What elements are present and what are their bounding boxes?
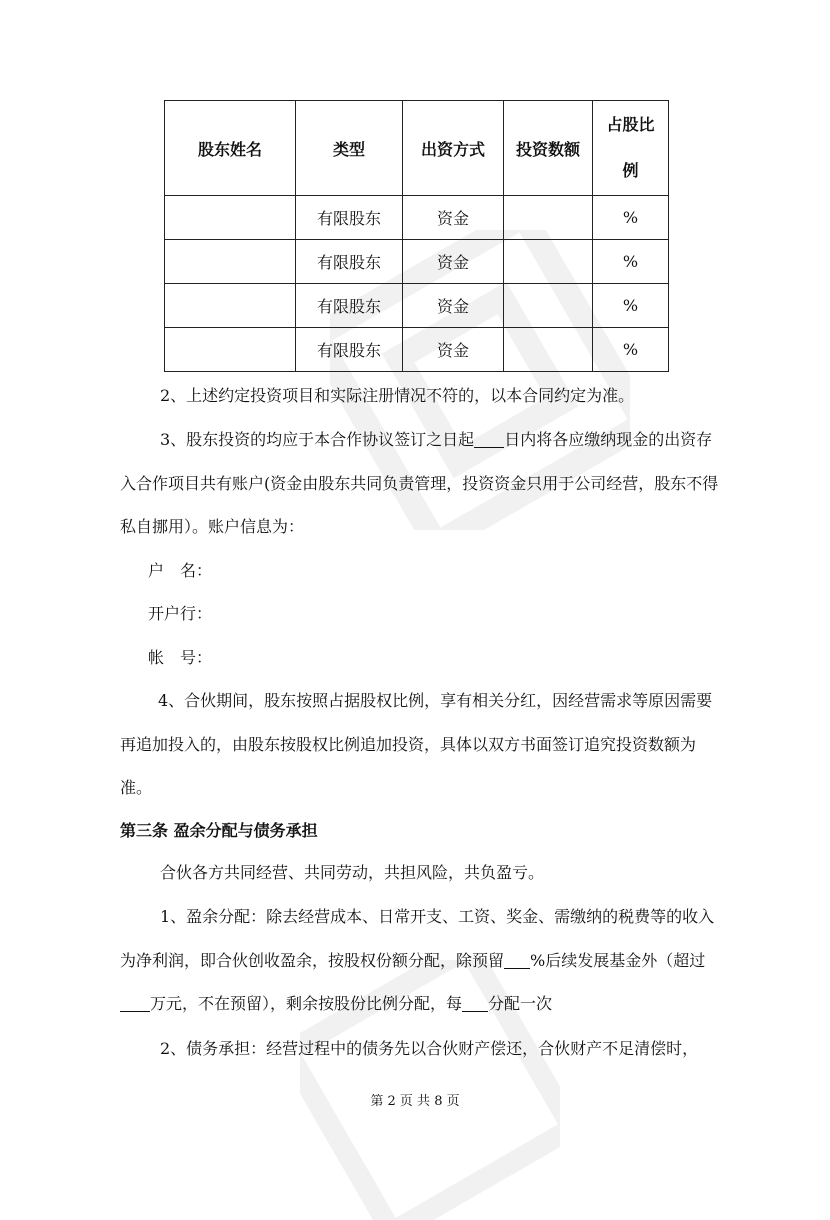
cell-amount <box>504 196 593 240</box>
cell-name <box>165 196 296 240</box>
table-row <box>165 240 669 284</box>
cell-ratio: % <box>593 196 669 240</box>
clause-4: 4、合伙期间，股东按照占据股权比例，享有相关分红，因经营需求等原因需要再追加投入的，由股东按股权比例追加投资，具体以双方书面签订追究投资数额为准。 <box>120 691 713 797</box>
cell-type: 有限股东 <box>296 284 403 328</box>
profit-text-a: 1、盈余分配：除去经营成本、日常开支、工资、奖金、需缴纳的税费等的收入为净利润，即合伙创收盈余，按股权份额分配，除预留 <box>120 907 715 970</box>
profit-text-c: 万元，不在预留），剩余按股份比例分配，每 <box>150 994 463 1013</box>
table-row <box>165 196 669 240</box>
cell-name <box>165 240 296 284</box>
cell-type: 有限股东 <box>296 240 403 284</box>
account-number-label: 帐 号： <box>148 648 213 667</box>
clause-3-rest: 日内将各应缴纳现金的出资存入合作项目共有账户(资金由股东共同负责管理，投资资金只用于公司经营，股东不得私自挪用）。账户信息为： <box>120 430 719 536</box>
cell-name <box>165 284 296 328</box>
shareholder-table <box>164 100 669 372</box>
clause-3 <box>120 418 720 549</box>
header-ratio-line1: 占股比 <box>606 115 655 134</box>
cell-amount <box>504 328 593 372</box>
header-ratio <box>593 101 669 196</box>
section-heading: 第三条 盈余分配与债务承担 <box>120 821 318 840</box>
clause-2: 2、上述约定投资项目和实际注册情况不符的，以本合同约定为准。 <box>160 386 635 405</box>
account-name-label: 户 名： <box>148 561 213 580</box>
period-blank <box>462 993 488 1012</box>
cap-amount-blank <box>120 993 150 1012</box>
debt-clause: 2、债务承担：经营过程中的债务先以合伙财产偿还，合伙财产不足清偿时， <box>160 1039 699 1058</box>
header-name: 股东姓名 <box>165 101 296 196</box>
header-amount: 投资数额 <box>504 101 593 196</box>
days-blank <box>474 429 504 448</box>
cell-amount <box>504 240 593 284</box>
cell-ratio: % <box>593 240 669 284</box>
page-number: 第 2 页 共 8 页 <box>370 1094 460 1109</box>
profit-clause <box>120 895 720 1026</box>
cell-method: 资金 <box>403 196 504 240</box>
cell-method: 资金 <box>403 240 504 284</box>
account-bank-label: 开户行： <box>148 604 213 623</box>
reserve-percent-blank <box>504 950 530 969</box>
section-intro: 合伙各方共同经营、共同劳动，共担风险，共负盈亏。 <box>160 863 545 882</box>
cell-method: 资金 <box>403 284 504 328</box>
table-row <box>165 328 669 372</box>
profit-text-b: %后续发展基金外（超过 <box>530 950 706 970</box>
cell-ratio: % <box>593 284 669 328</box>
cell-ratio: % <box>593 328 669 372</box>
table-row <box>165 284 669 328</box>
header-method: 出资方式 <box>403 101 504 196</box>
cell-method: 资金 <box>403 328 504 372</box>
table-header-row <box>165 101 669 196</box>
cell-type: 有限股东 <box>296 196 403 240</box>
header-ratio-line2: 例 <box>622 161 639 180</box>
cell-name <box>165 328 296 372</box>
cell-amount <box>504 284 593 328</box>
profit-text-d: 分配一次 <box>488 994 553 1013</box>
clause-3-start: 3、股东投资的均应于本合作协议签订之日起 <box>160 430 475 449</box>
cell-type: 有限股东 <box>296 328 403 372</box>
header-type: 类型 <box>296 101 403 196</box>
